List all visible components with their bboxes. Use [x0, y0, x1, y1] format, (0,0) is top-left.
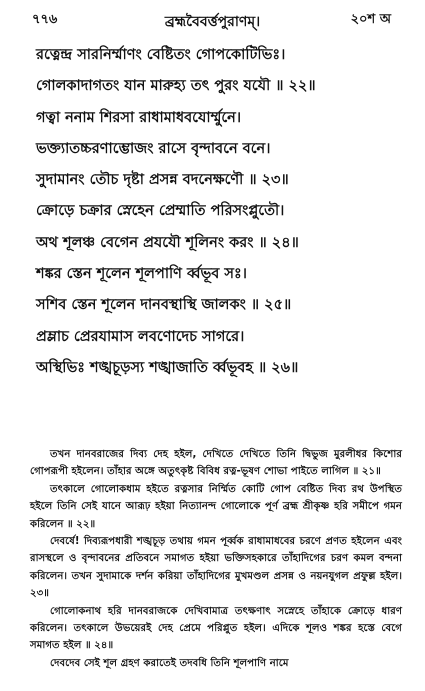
verse-line: ভক্ত্যাতচ্চরণাম্ভোজং রাসে বৃন্দাবনে বনে।	[36, 140, 271, 157]
verse-line: শঙ্কর স্তেন শূলেন শূলপাণি র্ব্বভূব সঃ।	[36, 266, 247, 283]
translation-paragraph: তখন দানবরাজের দিব্য দেহ হইল, দেখিতে দেখিতে তিনি দ্বিভুজ মুরলীধর কিশোর গোপরূপী হইলেন। তাঁহার অঙ্গে অতুৎকৃষ্ট বিবিধ রত্ন-ভূষণ শোভা পাইতে লাগিল ॥ ২১॥	[30, 449, 402, 478]
verse-line: গোলকাদাগতং যান মারুহ্য তৎ পুরং যযৌ ॥ ২২॥	[36, 78, 316, 95]
chapter-label: ২০শ অ	[350, 12, 391, 27]
verse-line: রত্নেন্দ্র সারনির্ম্মাণং বেষ্টিতং গোপকোটিভিঃ।	[36, 47, 286, 63]
verse-line: প্রম্লাচ প্রেরযামাস লবণোদেচ সাগরে।	[36, 328, 245, 345]
verse-line: সশিব স্তেন শূলেন দানবস্থাস্থি জালকং ॥ ২৫॥	[36, 297, 292, 314]
page-header	[0, 10, 425, 32]
verse-line: ক্রোড়ে চক্রার স্নেহেন প্রেম্মাতি পরিসংপ্লুতৌ।	[36, 203, 285, 220]
page-number: ৭৭৬	[32, 12, 58, 27]
verse-line: সুদামানং তৌচ দৃষ্টা প্রসন্ন বদনেক্ষণৌ ॥ ২৩॥	[36, 172, 289, 189]
translation-paragraph: তৎকালে গোলোকধাম হইতে রত্নসার নির্ম্মিত কোটি গোপ বেষ্টিত দিব্য রথ উপস্থিত হইলে তিনি সেই যানে আরূঢ় হইয়া নিত্যানন্দ গোলোকে পূর্ণ ব্রহ্ম শ্রীকৃষ্ণ হরি সমীপে গমন করিলেন ॥ ২২॥	[30, 483, 402, 530]
bengali-translation	[30, 446, 402, 672]
translation-paragraph: দেবর্ষে! দিব্যরূপধারী শঙ্খচূড় তথায় গমন পূর্ব্বক রাধামাধবের চরণে প্রণত হইলেন এবং রাসস্থলে ও বৃন্দাবনের প্রতিবনে সমাগত হইয়া ভক্তিসহকারে তাঁহাদিগের চরণ কমল বন্দনা করিলেন। তখন সুদামাকে দর্শন করিয়া তাঁহাদিগের মুখমণ্ডল প্রসন্ন ও নয়নযুগল প্রফুল্ল হইল।২৩॥	[30, 536, 402, 600]
verse-line: গত্বা ননাম শিরসা রাধামাধবযোর্ম্মুনে।	[36, 109, 242, 126]
verse-line: অস্থিভিঃ শঙ্খচূড়স্য শঙ্খাজাতি র্ব্বভূবহ ॥ ২৬॥	[36, 359, 299, 376]
translation-paragraph: দেবদেব সেই শূল গ্রহণ করাতেই তদবধি তিনি শূলপাণি নামে	[50, 657, 289, 669]
sanskrit-verses	[36, 40, 406, 384]
translation-paragraph: গোলোকনাথ হরি দানবরাজকে দেখিবামাত্র তৎক্ষণাৎ সস্নেহে তাঁহাকে ক্রোড়ে ধারণ করিলেন। তৎকালে উভয়েরই দেহ প্রেমে পরিপ্লুত হইল। এদিকে শূলও শঙ্কর হস্তে বেগে সমাগত হইল ॥ ২৪॥	[30, 605, 402, 652]
verse-line: অথ শূলঞ্চ বেগেন প্রযযৌ শূলিনং করং ॥ ২৪॥	[36, 234, 299, 251]
page-title: ব্রহ্মবৈবর্ত্তপুরাণম্।	[164, 14, 261, 30]
